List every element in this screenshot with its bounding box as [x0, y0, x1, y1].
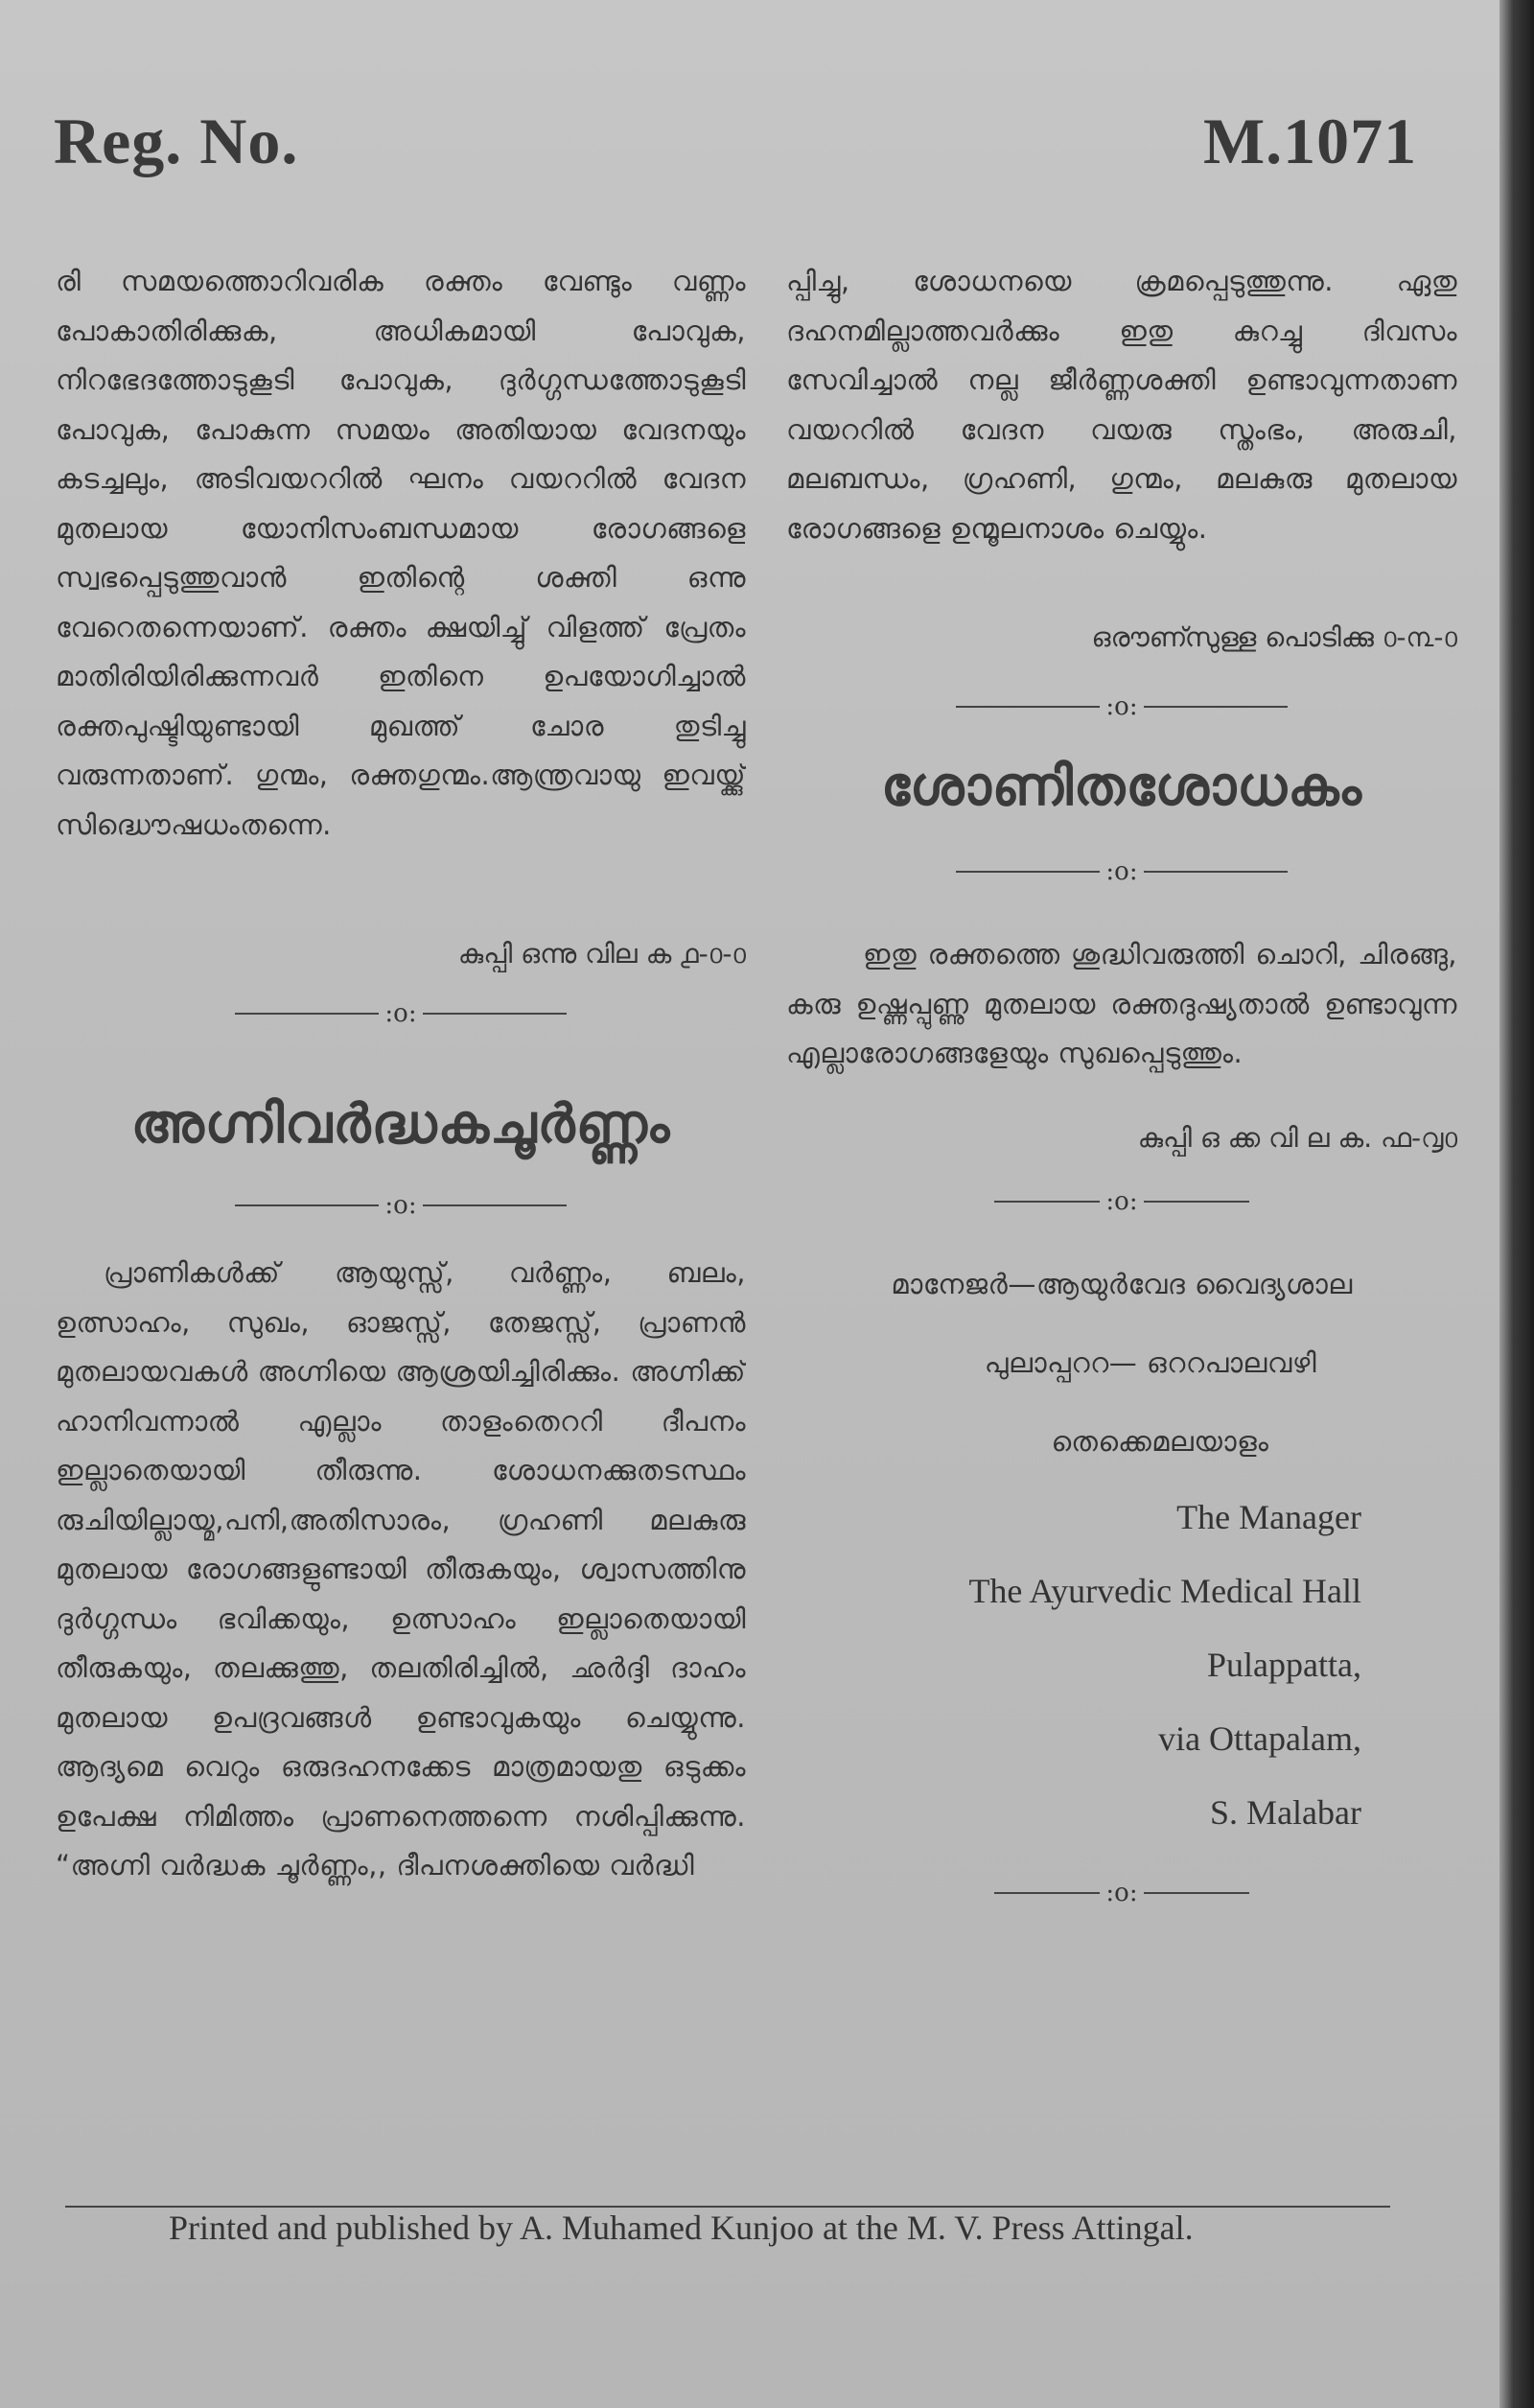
separator-line — [423, 1204, 567, 1206]
address-line-en: S. Malabar — [1210, 1793, 1361, 1832]
separator-line — [1144, 1892, 1249, 1894]
left-body-paragraph: പ്രാണികൾക്ക് ആയുസ്സ്, വർണ്ണം, ബലം, ഉത്സാഹം, സുഖം, ഓജസ്സ്, തേജസ്സ്, പ്രാണൻ മുതലായവകൾ അഗ്നിയെ ആശ്രയിച്ചിരിക്കും. അഗ്നിക്ക് ഹാനിവന്നാൽ എല്ലാം താളംതെററി ദീപനം ഇല്ലാതെയായി തീരുന്നു. ശോധനക്കുതടസ്ഥം രുചിയില്ലായ്മ,പനി,അതിസാരം, ഗ്രഹണി മലകുരു മുതലായ രോഗങ്ങളുണ്ടായി തീരുകയും, ശ്വാസത്തിനു ദുർഗ്ഗന്ധം ഭവിക്കയും, ഉത്സാഹം ഇല്ലാതെയായി തീരുകയും, തലക്കുത്തു, തലതിരിച്ചിൽ, ഛർദ്ദി ദാഹം മുതലായ ഉപദ്രവങ്ങൾ ഉണ്ടാവുകയും ചെയ്യുന്നു. ആദ്യമെ വെറും ഒരുദഹനക്കേട മാത്രമായതു ഒടുക്കം ഉപേക്ഷ നിമിത്തം പ്രാണനെത്തന്നെ നശിപ്പിക്കുന്നു. “അഗ്നി വർദ്ധക ചൂർണ്ണം,, ദീപനശക്തിയെ വർദ്ധി — [56, 1256, 746, 1882]
page-edge-shadow — [1499, 0, 1534, 2408]
address-line: പുലാപ്പററ— ഒററപാലവഴി — [984, 1346, 1317, 1379]
reg-label: Reg. No. — [54, 105, 299, 177]
right-body-paragraph: ഇതു രക്തത്തെ ശുദ്ധിവരുത്തി ചൊറി, ചിരങ്ങു, കരു ഉഷ്ണപ്പുണ്ണു മുതലായ രക്തദുഷ്യതാൽ ഉണ്ടാവുന്ന എല്ലാരോഗങ്ങളേയും സുഖപ്പെടുത്തും. — [786, 938, 1457, 1069]
left-price: കുപ്പി ഒന്നു വില ക ൧-൦-൦ — [457, 938, 746, 970]
separator-line — [235, 1204, 379, 1206]
separator-line — [956, 706, 1100, 708]
imprint-footer: Printed and published by A. Muhamed Kunjoo at the M. V. Press Attingal. — [169, 2209, 1194, 2247]
right-separator-1: :o: — [786, 692, 1457, 721]
address-line-en: The Ayurvedic Medical Hall — [968, 1572, 1361, 1610]
right-intro-paragraph: പ്പിച്ചു, ശോധനയെ ക്രമപ്പെടുത്തുന്നു. ഏതു ദഹനമില്ലാത്തവർക്കും ഇതു കുറച്ചു ദിവസം സേവിച്ചാൽ നല്ല ജീർണ്ണശക്തി ഉണ്ടാവുന്നതാണ വയററിൽ വേദന വയരു സ്തംഭം, അരുചി, മലബന്ധം, ഗ്രഹണി, ഗുന്മം, മലകുരു മുതലായ രോഗങ്ങളെ ഉന്മൂലനാശം ചെയ്യും. — [786, 265, 1457, 545]
right-price-1: ഒരൗണ്സുള്ള പൊടിക്കു ൦-൩-൦ — [1091, 621, 1457, 653]
separator-line — [1144, 871, 1288, 873]
address-malayalam — [786, 1245, 1457, 1481]
left-intro-paragraph: രി സമയത്തൊറിവരിക രക്തം വേണ്ടും വണ്ണം പോകാതിരിക്കുക, അധികമായി പോവുക, നിറഭേദത്തോടുകൂടി പോവുക, ദുർഗ്ഗന്ധത്തോടുകൂടി പോവുക, പോകുന്ന സമയം അതിയായ വേദനയും കടച്ചലും, അടിവയററിൽ ഘനം വയററിൽ വേദന മുതലായ യോനിസംബന്ധമായ രോഗങ്ങളെ സ്വഭപ്പെടുത്തുവാൻ ഇതിന്റെ ശക്തി ഒന്നു വേറെതന്നെയാണ്. രക്തം ക്ഷയിച്ചു് വിളത്ത് പ്രേതം മാതിരിയിരിക്കുന്നവർ ഇതിനെ ഉപയോഗിച്ചാൽ രക്തപുഷ്ടിയുണ്ടായി മുഖത്ത് ചോര തുടിച്ചു വരുന്നതാണ്. ഗുന്മം, രക്തഗുന്മം.ആന്ത്രവായു ഇവയ്ക്കു് സിദ്ധൌഷധംതന്നെ. — [56, 265, 746, 841]
address-line-en: Pulappatta, — [1207, 1646, 1361, 1684]
address-line-en: via Ottapalam, — [1158, 1719, 1361, 1758]
left-section-title: അഗ്നിവർദ്ധകചൂർണ്ണം — [130, 1093, 671, 1156]
right-price-2: കുപ്പി ഒ ക്ക വി ല ക. ഫ-൮൦ — [1137, 1122, 1457, 1154]
address-english — [786, 1481, 1457, 1850]
address-line: തെക്കെമലയാളം — [1051, 1425, 1269, 1458]
separator-line — [1144, 1201, 1249, 1203]
left-separator-1: :o: — [56, 999, 746, 1028]
address-line: മാനേജർ—ആയുർവേദ വൈദ്യശാല — [891, 1268, 1353, 1300]
separator-line — [994, 1892, 1100, 1894]
left-column — [56, 257, 746, 2016]
separator-line — [956, 871, 1100, 873]
separator-line — [1144, 706, 1288, 708]
right-separator-3: :o: — [786, 1187, 1457, 1216]
right-separator-4: :o: — [786, 1879, 1457, 1907]
right-column — [786, 257, 1457, 1907]
address-line-en: The Manager — [1176, 1498, 1361, 1536]
left-separator-2: :o: — [56, 1191, 746, 1220]
right-section-title: ശോണിതശോധകം — [880, 756, 1363, 818]
reg-number: M.1071 — [1203, 105, 1418, 177]
right-separator-2: :o: — [786, 857, 1457, 886]
separator-line — [423, 1013, 567, 1015]
separator-line — [994, 1201, 1100, 1203]
separator-line — [235, 1013, 379, 1015]
